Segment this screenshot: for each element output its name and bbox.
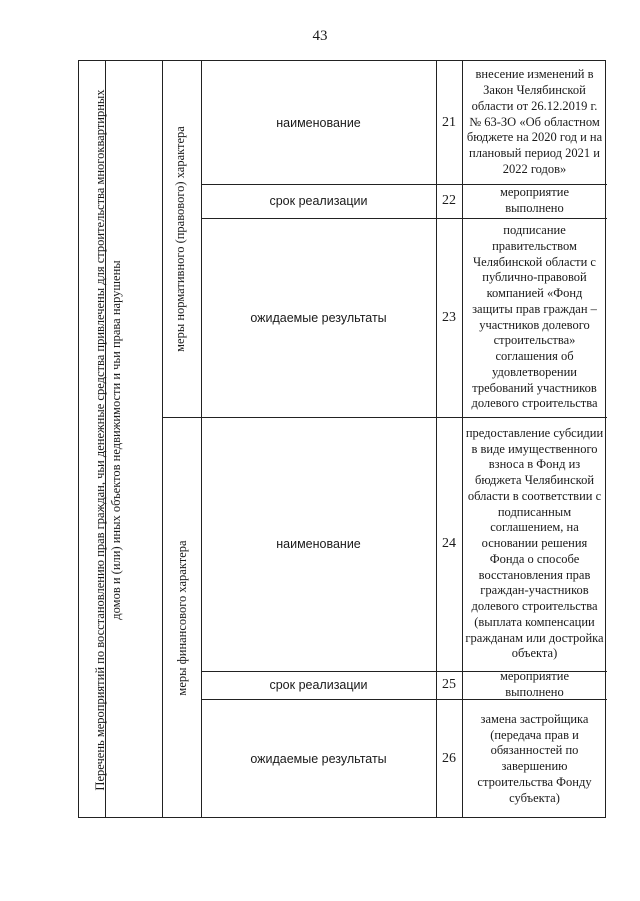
row-number: 24	[442, 536, 456, 551]
row-value: замена застройщика (передача прав и обязанностей по завершению строительства Фонду субъекта)	[477, 711, 592, 805]
row-number: 23	[442, 309, 456, 325]
row-name: ожидаемые результаты	[250, 752, 387, 766]
row-name: наименование	[276, 537, 361, 551]
row-value: подписание правительством Челябинской области с публично-правовой компанией «Фонд защиты прав граждан – участников долевого строительства» соглашения об удовлетворении требований участников долевого строительства	[471, 223, 598, 411]
row-number: 21	[442, 114, 456, 130]
row-name: срок реализации	[269, 678, 368, 692]
row-number: 25	[442, 677, 456, 692]
row-number: 22	[442, 193, 456, 208]
group-label-financial: меры финансового характера	[175, 540, 189, 696]
row-value: мероприятие выполнено	[499, 185, 570, 215]
section-title: Перечень мероприятий по восстановлению прав граждан, чьи денежные средства привлечены для строительства многоквартирных домов и (или) иных объектов недвижимости и чьи права нарушены	[93, 89, 123, 791]
row-value: предоставление субсидии в виде имущественного взноса в Фонд из бюджета Челябинской области в соответствии с подписанным соглашением, на основании решения Фонда о способе восстановления прав граждан-участников долевого строительства (выплата компенсации гражданам или достройка объекта)	[465, 425, 604, 661]
row-name: наименование	[276, 115, 361, 130]
row-value: внесение изменений в Закон Челябинской области от 26.12.2019 г. № 63-ЗО «Об областном бюджете на 2020 год и на плановый период 2021 и 2022 годов»	[466, 67, 603, 176]
row-name: срок реализации	[269, 194, 368, 208]
row-name: ожидаемые результаты	[250, 310, 387, 325]
group-label-normative: меры нормативного (правового) характера	[173, 126, 187, 352]
page-number: 43	[312, 28, 328, 44]
row-number: 26	[442, 751, 456, 766]
measures-table	[78, 60, 606, 818]
row-value: мероприятие выполнено	[499, 669, 570, 699]
